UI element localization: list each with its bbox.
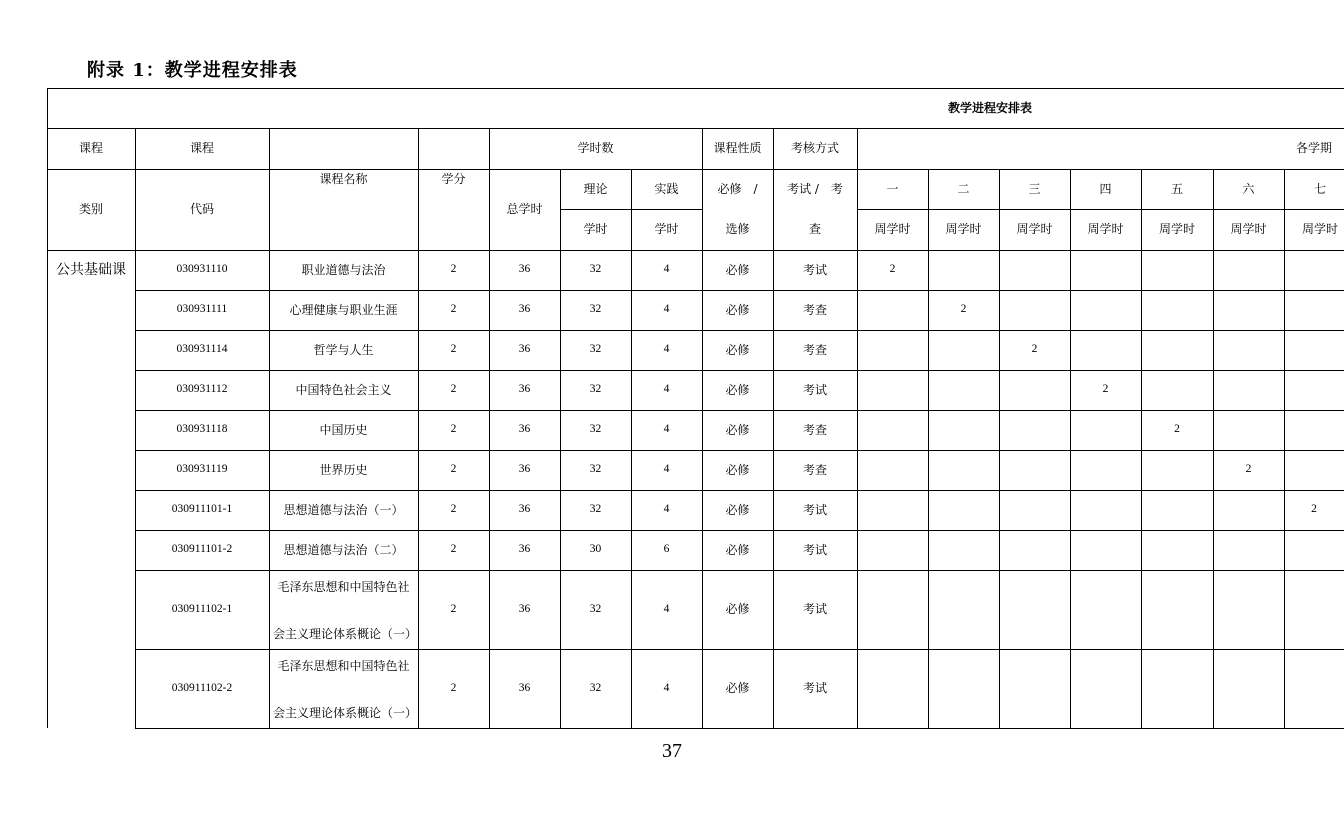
- header-week-hours-2: 周学时: [945, 222, 982, 237]
- header-week-hours-5: 周学时: [1158, 222, 1195, 237]
- header-assess-group: 考核方式: [790, 141, 839, 156]
- course-theory-hours: 32: [589, 681, 602, 694]
- semester-5-week-hours: [1141, 370, 1213, 410]
- course-credit: 2: [450, 602, 457, 615]
- course-code: 030911102-1: [171, 602, 233, 615]
- course-nature: 必修: [725, 422, 750, 437]
- semester-7-week-hours: [1284, 649, 1344, 728]
- header-practice-bottom: 学时: [654, 222, 679, 237]
- course-name: 哲学与人生: [313, 342, 374, 357]
- course-total-hours: 36: [518, 263, 531, 276]
- course-credit: 2: [450, 263, 457, 276]
- semester-7-week-hours: [1284, 330, 1344, 370]
- course-assessment: 考查: [802, 422, 827, 437]
- course-theory-hours: 32: [589, 463, 602, 476]
- semester-7-week-hours: [1284, 570, 1344, 649]
- semester-5-week-hours: [1141, 290, 1213, 330]
- semester-2-week-hours: [928, 410, 999, 450]
- course-credit: 2: [450, 463, 457, 476]
- semester-1-week-hours: 2: [889, 263, 896, 276]
- semester-6-week-hours: [1213, 330, 1284, 370]
- semester-1-week-hours: [857, 649, 928, 728]
- header-semester-5: 五: [1170, 181, 1183, 196]
- semester-7-week-hours: [1284, 250, 1344, 290]
- semester-6-week-hours: [1213, 410, 1284, 450]
- semester-5-week-hours: [1141, 530, 1213, 570]
- semester-6-week-hours: [1213, 490, 1284, 530]
- semester-1-week-hours: [857, 330, 928, 370]
- course-practice-hours: 4: [663, 602, 670, 615]
- header-theory-bottom: 学时: [583, 222, 608, 237]
- course-total-hours: 36: [518, 343, 531, 356]
- semester-3-week-hours: [999, 290, 1070, 330]
- data-row-rule: [135, 728, 1344, 729]
- semester-5-week-hours: [1141, 250, 1213, 290]
- header-credit: 学分: [441, 171, 466, 186]
- course-practice-hours: 4: [663, 423, 670, 436]
- course-code: 030931118: [176, 423, 228, 436]
- semester-6-week-hours: [1213, 530, 1284, 570]
- semester-2-week-hours: [928, 490, 999, 530]
- course-name: 职业道德与法治: [301, 262, 386, 277]
- course-credit: 2: [450, 343, 457, 356]
- course-nature: 必修: [725, 342, 750, 357]
- header-semester-2: 二: [957, 181, 970, 196]
- course-name: 心理健康与职业生涯: [289, 302, 398, 317]
- semester-5-week-hours: 2: [1174, 423, 1180, 436]
- semester-4-week-hours: [1070, 410, 1141, 450]
- header-week-hours-3: 周学时: [1016, 222, 1053, 237]
- course-nature: 必修: [725, 602, 750, 617]
- semester-4-week-hours: [1070, 450, 1141, 490]
- semester-5-week-hours: [1141, 330, 1213, 370]
- header-category-bottom: 类别: [78, 202, 103, 217]
- semester-5-week-hours: [1141, 570, 1213, 649]
- course-code: 030911101-2: [171, 543, 233, 556]
- header-semester-1: 一: [886, 181, 899, 196]
- semester-6-week-hours: 2: [1245, 463, 1252, 476]
- course-name: 世界历史: [319, 462, 368, 477]
- course-assessment: 考试: [802, 382, 827, 397]
- course-code: 030931110: [176, 263, 228, 276]
- semester-3-week-hours: [999, 250, 1070, 290]
- course-theory-hours: 32: [589, 602, 602, 615]
- course-total-hours: 36: [518, 602, 531, 615]
- course-practice-hours: 4: [663, 503, 670, 516]
- semester-1-week-hours: [857, 290, 928, 330]
- course-name-line-1: 毛泽东思想和中国特色社: [277, 580, 410, 594]
- semester-2-week-hours: [928, 649, 999, 728]
- header-assess-top: 考试 / 考: [787, 181, 843, 196]
- table-title: 教学进程安排表: [947, 100, 1032, 115]
- semester-2-week-hours: [928, 330, 999, 370]
- header-course-name: 课程名称: [319, 171, 368, 186]
- semester-1-week-hours: [857, 490, 928, 530]
- semester-4-week-hours: [1070, 530, 1141, 570]
- course-code: 030911102-2: [171, 681, 233, 694]
- category-label: 公共基础课: [56, 261, 126, 278]
- course-theory-hours: 32: [589, 263, 602, 276]
- course-nature: 必修: [725, 542, 750, 557]
- course-practice-hours: 4: [663, 383, 670, 396]
- course-assessment: 考查: [802, 462, 827, 477]
- course-total-hours: 36: [518, 303, 531, 316]
- course-practice-hours: 4: [663, 263, 670, 276]
- semester-1-week-hours: [857, 450, 928, 490]
- header-assess-bottom: 查: [808, 222, 821, 237]
- semester-6-week-hours: [1213, 290, 1284, 330]
- semester-2-week-hours: [928, 250, 999, 290]
- semester-7-week-hours: [1284, 450, 1344, 490]
- semester-3-week-hours: [999, 410, 1070, 450]
- semester-4-week-hours: [1070, 649, 1141, 728]
- semester-3-week-hours: [999, 530, 1070, 570]
- course-assessment: 考试: [802, 542, 827, 557]
- course-nature: 必修: [725, 262, 750, 277]
- course-credit: 2: [450, 503, 457, 516]
- course-theory-hours: 30: [589, 543, 602, 556]
- header-semester-7: 七: [1313, 181, 1326, 196]
- semester-1-week-hours: [857, 370, 928, 410]
- semester-7-week-hours: [1284, 290, 1344, 330]
- header-week-hours-1: 周学时: [874, 222, 911, 237]
- semester-3-week-hours: [999, 450, 1070, 490]
- semester-4-week-hours: [1070, 290, 1141, 330]
- semester-2-week-hours: [928, 450, 999, 490]
- semester-7-week-hours: [1284, 410, 1344, 450]
- course-credit: 2: [450, 423, 457, 436]
- header-semester-group: 各学期: [1296, 141, 1333, 156]
- semester-4-week-hours: [1070, 490, 1141, 530]
- course-assessment: 考查: [802, 342, 827, 357]
- course-name-line-2: 会主义理论体系概论（一）: [273, 626, 418, 641]
- course-code: 030931111: [176, 303, 228, 316]
- course-credit: 2: [450, 383, 457, 396]
- course-name: [269, 649, 418, 728]
- course-theory-hours: 32: [589, 423, 602, 436]
- semester-3-week-hours: [999, 370, 1070, 410]
- header-code-top: 课程: [189, 141, 214, 156]
- semester-3-week-hours: [999, 490, 1070, 530]
- course-nature: 必修: [725, 382, 750, 397]
- semester-6-week-hours: [1213, 370, 1284, 410]
- course-assessment: 考试: [802, 262, 827, 277]
- course-theory-hours: 32: [589, 343, 602, 356]
- course-nature: 必修: [725, 681, 750, 696]
- semester-7-week-hours: 2: [1311, 503, 1317, 516]
- semester-4-week-hours: [1070, 570, 1141, 649]
- header-nature-top: 必修 /: [717, 181, 758, 196]
- course-credit: 2: [450, 681, 457, 694]
- semester-3-week-hours: 2: [1031, 343, 1038, 356]
- page-number: 37: [662, 740, 682, 762]
- semester-5-week-hours: [1141, 649, 1213, 728]
- course-practice-hours: 4: [663, 343, 670, 356]
- header-week-hours-7: 周学时: [1301, 222, 1338, 237]
- header-semester-3: 三: [1028, 181, 1041, 196]
- course-code: 030911101-1: [171, 503, 233, 516]
- semester-7-week-hours: [1284, 530, 1344, 570]
- semester-4-week-hours: [1070, 250, 1141, 290]
- course-code: 030931114: [176, 343, 228, 356]
- course-practice-hours: 4: [663, 303, 670, 316]
- semester-5-week-hours: [1141, 450, 1213, 490]
- course-total-hours: 36: [518, 423, 531, 436]
- semester-6-week-hours: [1213, 570, 1284, 649]
- semester-2-week-hours: [928, 570, 999, 649]
- header-practice-top: 实践: [654, 181, 679, 196]
- course-name: 思想道德与法治（一）: [283, 502, 404, 517]
- course-theory-hours: 32: [589, 503, 602, 516]
- header-week-hours-4: 周学时: [1087, 222, 1124, 237]
- course-assessment: 考试: [802, 502, 827, 517]
- semester-2-week-hours: 2: [960, 303, 967, 316]
- course-name: 中国历史: [319, 422, 368, 437]
- course-credit: 2: [450, 303, 457, 316]
- semester-7-week-hours: [1284, 370, 1344, 410]
- course-assessment: 考查: [802, 302, 827, 317]
- header-theory-top: 理论: [583, 181, 608, 196]
- header-week-hours-6: 周学时: [1230, 222, 1267, 237]
- semester-2-week-hours: [928, 370, 999, 410]
- semester-3-week-hours: [999, 570, 1070, 649]
- course-total-hours: 36: [518, 543, 531, 556]
- course-name: 中国特色社会主义: [295, 382, 392, 397]
- course-nature: 必修: [725, 462, 750, 477]
- course-nature: 必修: [725, 302, 750, 317]
- course-total-hours: 36: [518, 463, 531, 476]
- header-nature-group: 课程性质: [713, 141, 762, 156]
- course-assessment: 考试: [802, 681, 827, 696]
- course-theory-hours: 32: [589, 383, 602, 396]
- course-credit: 2: [450, 543, 457, 556]
- course-total-hours: 36: [518, 383, 531, 396]
- semester-4-week-hours: 2: [1102, 383, 1109, 396]
- course-assessment: 考试: [802, 602, 827, 617]
- semester-1-week-hours: [857, 530, 928, 570]
- course-nature: 必修: [725, 502, 750, 517]
- course-theory-hours: 32: [589, 303, 602, 316]
- header-category-top: 课程: [78, 141, 103, 156]
- header-hours-group: 学时数: [577, 141, 614, 156]
- header-semester-4: 四: [1099, 181, 1112, 196]
- header-code-bottom: 代码: [189, 202, 214, 217]
- header-nature-bottom: 选修: [725, 222, 750, 237]
- course-name: 思想道德与法治（二）: [283, 542, 404, 557]
- course-total-hours: 36: [518, 681, 531, 694]
- course-practice-hours: 4: [663, 681, 670, 694]
- semester-1-week-hours: [857, 570, 928, 649]
- course-name-line-2: 会主义理论体系概论（一）: [273, 705, 418, 720]
- header-total-hours: 总学时: [506, 202, 543, 217]
- semester-3-week-hours: [999, 649, 1070, 728]
- course-code: 030931119: [176, 463, 228, 476]
- appendix-title: 附录 1：教学进程安排表: [87, 60, 298, 81]
- course-practice-hours: 6: [663, 543, 670, 556]
- semester-5-week-hours: [1141, 490, 1213, 530]
- semester-2-week-hours: [928, 530, 999, 570]
- course-total-hours: 36: [518, 503, 531, 516]
- semester-1-week-hours: [857, 410, 928, 450]
- course-name-line-1: 毛泽东思想和中国特色社: [277, 659, 410, 673]
- header-semester-6: 六: [1242, 181, 1255, 196]
- course-name: [269, 570, 418, 649]
- course-code: 030931112: [176, 383, 228, 396]
- course-practice-hours: 4: [663, 463, 670, 476]
- semester-6-week-hours: [1213, 649, 1284, 728]
- semester-6-week-hours: [1213, 250, 1284, 290]
- semester-4-week-hours: [1070, 330, 1141, 370]
